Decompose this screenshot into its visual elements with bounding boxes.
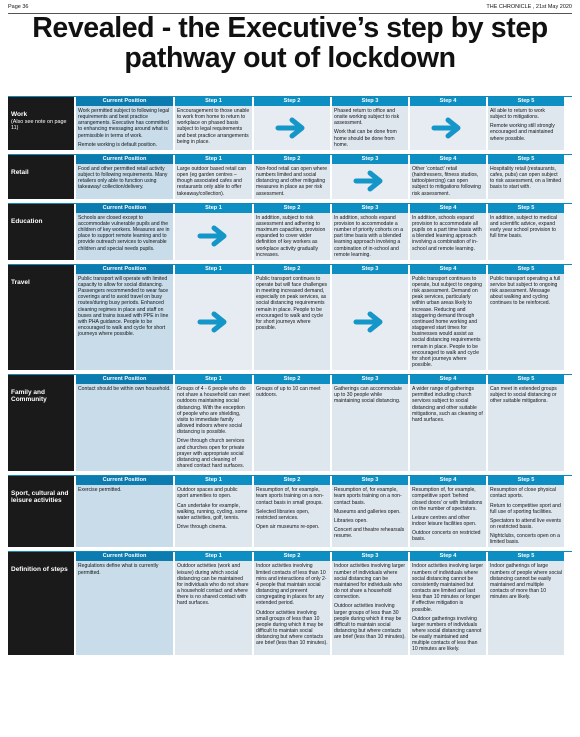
column-header: Step 4 bbox=[410, 265, 486, 274]
step-1-cell bbox=[175, 106, 252, 150]
column-header: Step 2 bbox=[254, 552, 330, 561]
cell-text: Concert and theatre rehearsals resume. bbox=[334, 526, 405, 540]
current-position-cell bbox=[76, 106, 173, 150]
right-arrow-icon bbox=[175, 213, 252, 260]
current-position-cell bbox=[76, 274, 173, 370]
column-header: Step 4 bbox=[410, 155, 486, 164]
column-header: Step 4 bbox=[410, 204, 486, 213]
column-header: Step 5 bbox=[488, 552, 564, 561]
cell-text: Outdoor gatherings involving larger numbers of individuals where social distancing cannot be easily maintained and multiple contacts of less than 10 minutes are likely. bbox=[412, 615, 482, 653]
section-travel bbox=[8, 264, 572, 370]
step-3-cell bbox=[332, 561, 408, 654]
cell-text: Contact should be within own household. bbox=[78, 386, 171, 393]
cell-text: Public transport will operate with limited capacity to allow for social distancing. Passengers recommended to wear face coverings and to avoid travel on busy routes/during busy periods. Enhanced cleaning regimes in place and staff on buses and trains issued with PPE in line with PHA guidance. People to be encouraged to walk and cycle for short journeys where possible. bbox=[78, 275, 169, 338]
column-header: Step 1 bbox=[175, 155, 252, 164]
section-label-text: Travel bbox=[11, 278, 30, 286]
step-2-cell bbox=[254, 213, 330, 260]
section-education bbox=[8, 203, 572, 260]
cell-text: Schools are closed except to accommodate vulnerable pupils and the children of key workers. Measures are in place to support remote learning and to provide outreach services to vulnerable children and special needs pupils. bbox=[78, 214, 170, 252]
step-4-cell bbox=[410, 164, 486, 199]
cell-text: Drive through cinema. bbox=[177, 523, 227, 530]
section-label-text: Work bbox=[11, 111, 28, 118]
cell-text: Regulations define what is currently permitted. bbox=[78, 563, 159, 576]
step-2-cell bbox=[254, 384, 330, 471]
step-3-cell bbox=[332, 106, 408, 150]
column-header: Step 3 bbox=[332, 265, 408, 274]
step-2-cell bbox=[254, 164, 330, 199]
step-5-cell bbox=[488, 213, 564, 260]
column-header: Step 3 bbox=[332, 552, 408, 561]
column-header: Step 1 bbox=[175, 265, 252, 274]
section-label bbox=[8, 265, 74, 370]
column-header: Step 1 bbox=[175, 97, 252, 106]
step-4-cell bbox=[410, 384, 486, 471]
cell-text: Gatherings can accommodate up to 30 people while maintaining social distancing. bbox=[334, 386, 402, 405]
cell-text: Work permitted subject to following legal requirements and best practice arrangements. Executive has committed to enhancing messaging around what is permissible in terms of work. bbox=[78, 108, 170, 139]
page-number: Page 36 bbox=[8, 4, 29, 10]
cell-text: Indoor activities involving larger number of individuals where social distancing can be maintained for individuals who do not share a household connection. bbox=[334, 563, 406, 601]
cell-text: Exercise permitted. bbox=[78, 487, 122, 494]
column-header: Step 2 bbox=[254, 204, 330, 213]
column-header: Step 5 bbox=[488, 375, 564, 384]
section-definition bbox=[8, 551, 572, 654]
step-4-cell bbox=[410, 485, 486, 547]
current-position-cell bbox=[76, 485, 173, 547]
column-header: Step 4 bbox=[410, 97, 486, 106]
column-header: Current Position bbox=[76, 552, 173, 561]
column-header: Step 4 bbox=[410, 375, 486, 384]
cell-text: Libraries open. bbox=[334, 517, 368, 524]
column-header: Step 2 bbox=[254, 476, 330, 485]
column-header: Step 3 bbox=[332, 375, 408, 384]
step-2-cell bbox=[254, 485, 330, 547]
cell-text: Outdoor activities involving small groups of less than 10 people during which it may be difficult to maintain social distancing but where contacts are brief (less than 10 minutes). bbox=[256, 609, 328, 647]
publication-line: THE CHRONICLE , 21st May 2020 bbox=[486, 4, 572, 10]
cell-text: Selected libraries open, restricted services. bbox=[256, 508, 310, 521]
cell-text: Groups of 4 - 6 people who do not share a household can meet outdoors maintaining social distancing. With the exception of people who are shielding, visits to immediate family allowed indoors where social distancing is possible. bbox=[177, 386, 250, 436]
current-position-cell bbox=[76, 384, 173, 471]
cell-text: Encouragement to those unable to work from home to return to workplace on phased basis subject to legal requirements and best practice arrangements being in place. bbox=[177, 108, 250, 145]
step-5-cell bbox=[488, 274, 564, 370]
column-header: Step 2 bbox=[254, 97, 330, 106]
column-header: Step 1 bbox=[175, 204, 252, 213]
column-header: Step 3 bbox=[332, 476, 408, 485]
cell-text: All able to return to work subject to mitigations. bbox=[490, 108, 545, 121]
headline: Revealed - the Executive’s step by step pathway out of lockdown bbox=[32, 12, 548, 74]
section-label bbox=[8, 552, 74, 654]
column-header: Step 5 bbox=[488, 476, 564, 485]
right-arrow-icon bbox=[175, 274, 252, 370]
step-1-cell bbox=[175, 485, 252, 547]
section-label-text: Retail bbox=[11, 168, 29, 176]
step-4-cell bbox=[410, 213, 486, 260]
section-label-text: Sport, cultural and leisure activities bbox=[11, 490, 69, 505]
cell-text: Leisure centres and other indoor leisure facilities open. bbox=[412, 514, 477, 527]
step-3-cell bbox=[332, 485, 408, 547]
column-header: Current Position bbox=[76, 265, 173, 274]
cell-text: Phased return to office and onsite working subject to risk assessment. bbox=[334, 108, 400, 127]
right-arrow-icon bbox=[254, 106, 330, 150]
cell-text: Public transport continues to operate, but subject to ongoing risk assessment. Demand on peak services, particularly within urban areas likely to increase. Reducing and staggering demand through continued home working and staggered start times for businesses would assist as social distancing requirements remain in place. People to be encouraged to walk and cycle for short journeys where possible. bbox=[412, 275, 482, 368]
step-2-cell bbox=[254, 274, 330, 370]
cell-text: Indoor activities involving limited contacts of less than 10 mins and interactions of only 2-4 people that maintain social distancing and prevent congregating in places for any extended period. bbox=[256, 563, 327, 607]
step-5-cell bbox=[488, 485, 564, 547]
cell-text: Can meet in extended groups subject to social distancing or other suitable mitigations. bbox=[490, 386, 557, 405]
cell-text: Indoor activities involving larger numbers of individuals where social distancing cannot be consistently maintained but contacts are limited and last less than 10 minutes or longer if effective mitigation is possible. bbox=[412, 563, 484, 613]
cell-text: Large outdoor based retail can open (eg garden centres – though associated cafes and restaurants only able to offer takeaway/collection). bbox=[177, 165, 247, 197]
current-position-cell bbox=[76, 164, 173, 199]
cell-text: Outdoor spaces and public sport amenities to open. bbox=[177, 487, 238, 500]
step-5-cell bbox=[488, 164, 564, 199]
cell-text: Other ‘contact’ retail (hairdressers, fitness studios, tattoo/piercing) can open subject to mitigations following risk assessment. bbox=[412, 165, 481, 197]
cell-text: In addition, schools expand provision to accommodate all pupils on a part time basis with a blended learning approach involving a combination of in-school and remote learning. bbox=[412, 214, 482, 252]
cell-text: Resumption of, for example, team sports training on a non-contact basis. bbox=[334, 487, 402, 506]
right-arrow-icon bbox=[332, 274, 408, 370]
column-header: Step 1 bbox=[175, 552, 252, 561]
step-5-cell bbox=[488, 106, 564, 150]
cell-text: Food and other permitted retail activity subject to following requirements. Many retailers only able to function using takeaway/ collection/delivery. bbox=[78, 165, 168, 191]
cell-text: Return to competitive sport and full use of sporting facilities. bbox=[490, 502, 561, 515]
column-header: Step 2 bbox=[254, 155, 330, 164]
column-header: Step 5 bbox=[488, 204, 564, 213]
section-retail bbox=[8, 154, 572, 199]
section-family bbox=[8, 374, 572, 471]
section-label bbox=[8, 476, 74, 547]
column-header: Current Position bbox=[76, 204, 173, 213]
cell-text: Public transport continues to operate but will face challenges in meeting increased demand, especially on peak services, as social distancing requirements remain in place. People to be encouraged to walk and cycle for short journeys where possible. bbox=[256, 275, 328, 332]
cell-text: Museums and galleries open. bbox=[334, 508, 401, 515]
section-work bbox=[8, 96, 572, 150]
column-header: Step 3 bbox=[332, 155, 408, 164]
step-5-cell bbox=[488, 384, 564, 471]
column-header: Current Position bbox=[76, 476, 173, 485]
cell-text: Nightclubs, concerts open on a limited basis. bbox=[490, 533, 560, 546]
column-header: Current Position bbox=[76, 97, 173, 106]
cell-text: Hospitality retail (restaurants, cafes, pubs) can open subject to risk assessment, on a limited basis to start with. bbox=[490, 165, 562, 191]
cell-text: Resumption of, for example, team sports training on a non-contact basis in small groups. bbox=[256, 487, 324, 506]
section-label bbox=[8, 97, 74, 150]
cell-text: Open air museums re-open. bbox=[256, 523, 320, 530]
cell-text: A wider range of gatherings permitted including church services subject to social distancing and other suitable mitigations, such as cleaning of hard surfaces. bbox=[412, 386, 483, 423]
step-4-cell bbox=[410, 561, 486, 654]
column-header: Step 2 bbox=[254, 375, 330, 384]
column-header: Step 2 bbox=[254, 265, 330, 274]
column-header: Step 4 bbox=[410, 552, 486, 561]
column-header: Step 5 bbox=[488, 155, 564, 164]
step-4-cell bbox=[410, 274, 486, 370]
right-arrow-icon bbox=[332, 164, 408, 199]
cell-text: Resumption of close physical contact sports. bbox=[490, 487, 556, 500]
section-label bbox=[8, 155, 74, 199]
cell-text: Outdoor activities (work and leisure) during which social distancing can be maintained for individuals who do not share a household contact and where there is no shared contact with hard surfaces. bbox=[177, 563, 249, 607]
current-position-cell bbox=[76, 561, 173, 654]
cell-text: Can undertake for example, walking, running, cycling, some water activities, golf, tennis. bbox=[177, 502, 248, 521]
step-5-cell bbox=[488, 561, 564, 654]
step-3-cell bbox=[332, 384, 408, 471]
lockdown-steps-table bbox=[8, 96, 572, 659]
section-label-text: Education bbox=[11, 217, 43, 225]
cell-text: Outdoor activities involving larger groups of less than 30 people during which it may be difficult to maintain social distancing but where contacts are brief (less than 10 minutes). bbox=[334, 603, 406, 641]
cell-text: Remote working still strongly encouraged and maintained where possible. bbox=[490, 123, 555, 142]
cell-text: In addition, subject to medical and scientific advice, expand early year school provision to full time basis. bbox=[490, 214, 558, 240]
cell-text: In addition, subject to risk assessment and adhering to maximum capacities, provision expanded to cover wider definition of key workers as workplace activity gradually increases. bbox=[256, 214, 326, 258]
cell-text: Non-food retail can open where numbers limited and social distancing and other mitigating measures in place as per risk assessment. bbox=[256, 165, 328, 197]
cell-text: Remote working is default position. bbox=[78, 141, 157, 148]
cell-text: In addition, schools expand provision to accommodate a number of priority cohorts on a part time basis with a blended learning approach involving a combination of in-school and remote learning. bbox=[334, 214, 404, 258]
section-label bbox=[8, 204, 74, 260]
column-header: Step 5 bbox=[488, 97, 564, 106]
cell-text: Indoor gatherings of large numbers of people where social distancing cannot be easily maintained and multiple contacts of more than 10 minutes are likely. bbox=[490, 563, 562, 601]
section-label-text: Definition of steps bbox=[11, 566, 68, 574]
column-header: Step 4 bbox=[410, 476, 486, 485]
cell-text: Resumption of, for example, competitive sport ‘behind closed doors’ or with limitations on the number of spectators. bbox=[412, 487, 483, 512]
step-1-cell bbox=[175, 561, 252, 654]
current-position-cell bbox=[76, 213, 173, 260]
column-header: Current Position bbox=[76, 155, 173, 164]
section-label-note: (Also see note on page 11) bbox=[11, 119, 67, 132]
step-3-cell bbox=[332, 213, 408, 260]
column-header: Current Position bbox=[76, 375, 173, 384]
section-sport bbox=[8, 475, 572, 547]
cell-text: Spectators to attend live events on restricted basis. bbox=[490, 517, 562, 530]
column-header: Step 5 bbox=[488, 265, 564, 274]
right-arrow-icon bbox=[410, 106, 486, 150]
column-header: Step 3 bbox=[332, 204, 408, 213]
step-1-cell bbox=[175, 164, 252, 199]
column-header: Step 3 bbox=[332, 97, 408, 106]
column-header: Step 1 bbox=[175, 476, 252, 485]
cell-text: Groups of up to 10 can meet outdoors. bbox=[256, 386, 321, 399]
cell-text: Outdoor concerts on restricted basis. bbox=[412, 530, 481, 543]
step-1-cell bbox=[175, 384, 252, 471]
section-label-text: Family and Community bbox=[11, 389, 47, 404]
cell-text: Public transport operating a full service but subject to ongoing risk assessment. Message about walking and cycling continues to be reinforced. bbox=[490, 275, 561, 307]
cell-text: Work that can be done from home should be done from home. bbox=[334, 129, 397, 148]
section-label bbox=[8, 375, 74, 471]
column-header: Step 1 bbox=[175, 375, 252, 384]
step-2-cell bbox=[254, 561, 330, 654]
cell-text: Drive through church services and churches open for private prayer with appropriate social distancing and cleaning of shared contact hard surfaces. bbox=[177, 438, 245, 470]
